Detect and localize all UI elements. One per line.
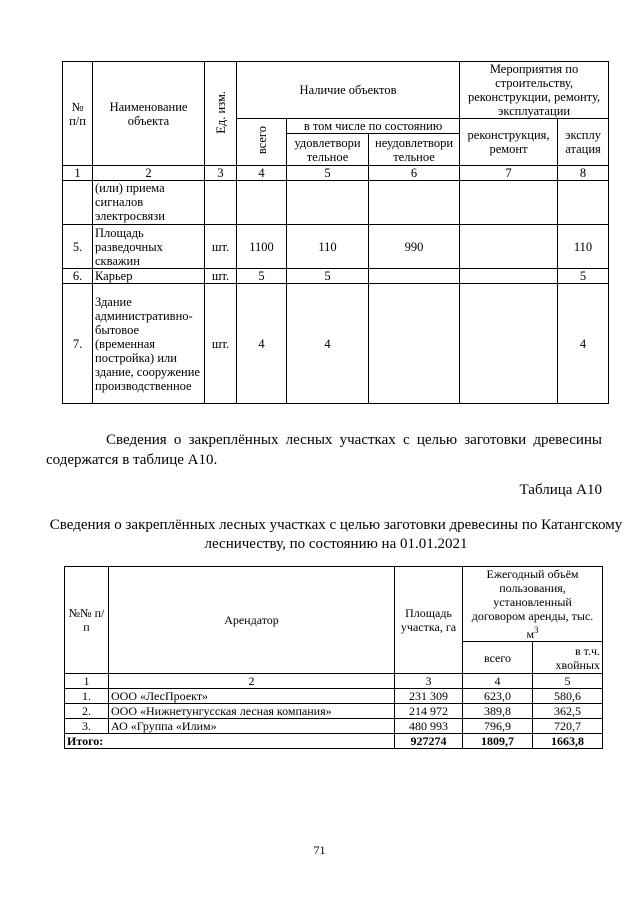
table-row [65,719,603,734]
page-number: 71 [313,843,326,857]
table-label: Таблица А10 [519,482,602,498]
row-operation [558,181,609,225]
row-reconstruction [460,284,558,404]
row-area: 214 972 [395,704,463,719]
row-reconstruction [460,181,558,225]
header-total: всего [237,119,287,166]
tenants-table [64,566,603,749]
col-number: 1 [65,674,109,689]
row-operation: 4 [558,284,609,404]
row-unit: шт. [205,225,237,269]
header-unsatisfactory: неудовлетвори тельное [369,134,460,166]
row-unit: шт. [205,269,237,284]
header-volume: Ежегодный объём пользования, установленный договором аренды, тыс. $м^3$ [463,567,603,642]
table-row [63,284,609,404]
row-reconstruction [460,269,558,284]
header-name: Наименование объекта [93,62,205,166]
row-name: Карьер [93,269,205,284]
paragraph-text: Сведения о закреплённых лесных участках с целью заготовки древесины содержатся в таблице А10. [46,432,602,468]
column-numbers-row [63,166,609,181]
header-area: Площадь участка, га [395,567,463,674]
header-availability: Наличие объектов [237,62,460,119]
header-unit: Ед. изм. [205,62,237,166]
col-number: 6 [369,166,460,181]
row-satisfactory: 5 [287,269,369,284]
header-satisfactory: удовлетвори тельное [287,134,369,166]
col-number: 4 [463,674,533,689]
row-reconstruction [460,225,558,269]
table-row [63,225,609,269]
row-unsatisfactory [369,181,460,225]
col-number: 1 [63,166,93,181]
row-tenant: ООО «Нижнетунгусская лесная компания» [109,704,395,719]
column-numbers-row [65,674,603,689]
row-name: Здание административно-бытовое (временная постройка) или здание, сооружение производственное [93,284,205,404]
row-unit [205,181,237,225]
row-name: (или) приема сигналов электросвязи [93,181,205,225]
row-unsatisfactory [369,269,460,284]
col-number: 2 [93,166,205,181]
row-num [63,181,93,225]
row-area: 231 309 [395,689,463,704]
table-row [65,704,603,719]
row-volume-total: 796,9 [463,719,533,734]
row-num: 5. [63,225,93,269]
table-row [63,181,609,225]
header-reconstruction: реконструкция, ремонт [460,119,558,166]
row-name: Площадь разведочных скважин [93,225,205,269]
row-operation: 5 [558,269,609,284]
header-by-state: в том числе по состоянию [287,119,460,134]
row-volume-conifer: 580,6 [533,689,603,704]
row-num: 1. [65,689,109,704]
row-volume-conifer: 720,7 [533,719,603,734]
col-number: 2 [109,674,395,689]
row-num: 6. [63,269,93,284]
row-volume-total: 623,0 [463,689,533,704]
col-number: 5 [287,166,369,181]
col-number: 4 [237,166,287,181]
header-num: № п/п [63,62,93,166]
row-area: 480 993 [395,719,463,734]
row-num: 3. [65,719,109,734]
row-volume-conifer: 362,5 [533,704,603,719]
header-num: №№ п/п [65,567,109,674]
row-total: 4 [237,284,287,404]
row-tenant: АО «Группа «Илим» [109,719,395,734]
row-unsatisfactory [369,284,460,404]
totals-label: Итого: [65,734,395,749]
row-operation: 110 [558,225,609,269]
row-volume-total: 389,8 [463,704,533,719]
row-unsatisfactory: 990 [369,225,460,269]
row-total [237,181,287,225]
totals-volume-conifer: 1663,8 [533,734,603,749]
objects-table [62,61,609,404]
totals-area: 927274 [395,734,463,749]
row-satisfactory: 4 [287,284,369,404]
table-row [63,269,609,284]
row-tenant: ООО «ЛесПроект» [109,689,395,704]
col-number: 5 [533,674,603,689]
row-satisfactory [287,181,369,225]
row-total: 1100 [237,225,287,269]
header-tenant: Арендатор [109,567,395,674]
table-row [65,689,603,704]
header-volume-total: всего [463,642,533,674]
col-number: 3 [395,674,463,689]
totals-volume-total: 1809,7 [463,734,533,749]
row-satisfactory: 110 [287,225,369,269]
col-number: 3 [205,166,237,181]
header-measures: Мероприятия по строительству, реконструкции, ремонту, эксплуатации [460,62,609,119]
totals-row [65,734,603,749]
row-total: 5 [237,269,287,284]
row-num: 2. [65,704,109,719]
header-operation: эксплу атация [558,119,609,166]
col-number: 8 [558,166,609,181]
row-unit: шт. [205,284,237,404]
col-number: 7 [460,166,558,181]
table-caption: Сведения о закреплённых лесных участках с целью заготовки древесины по Катангскому лесничеству, по состоянию на 01.01.2021 [49,517,623,552]
header-volume-conifer: в т.ч. хвойных [533,642,603,674]
row-num: 7. [63,284,93,404]
